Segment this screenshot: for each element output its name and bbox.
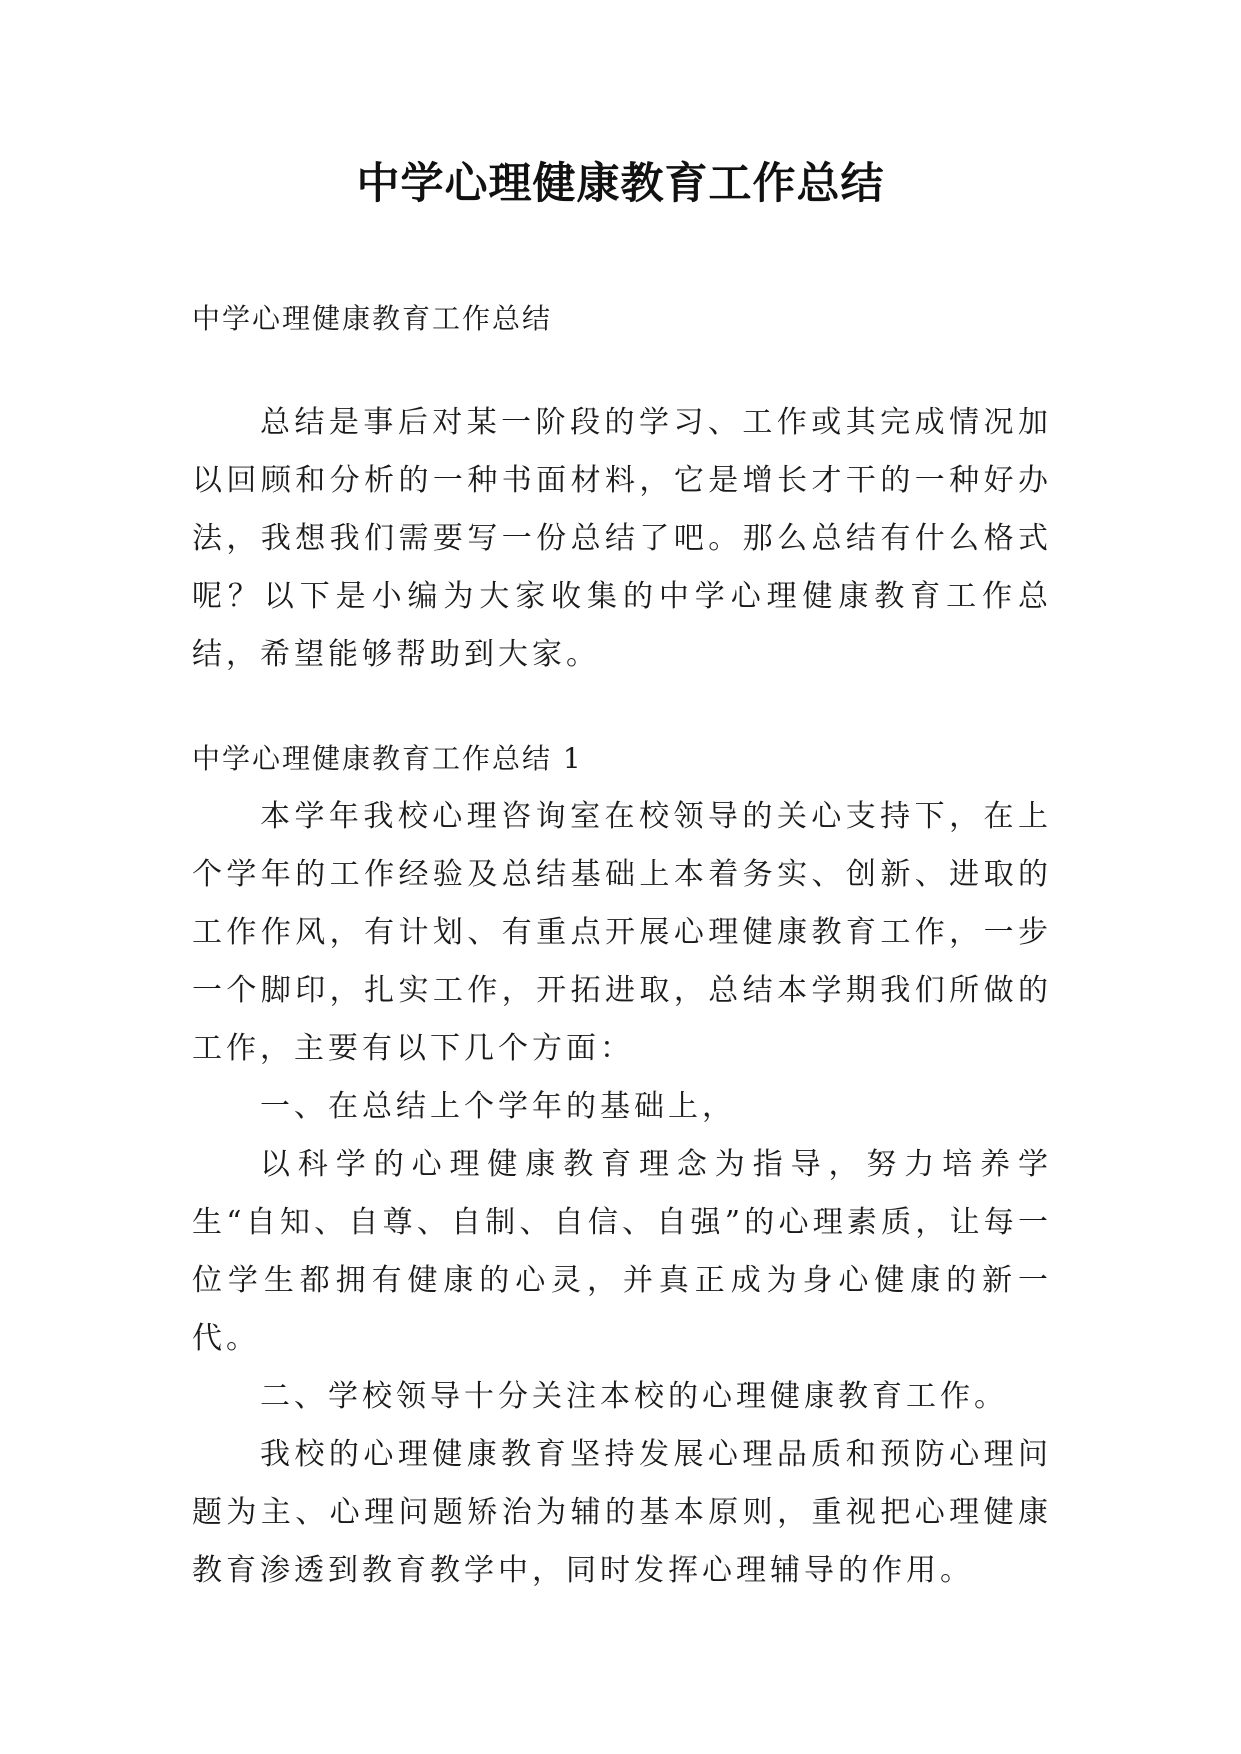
body-paragraph: 以科学的心理健康教育理念为指导，努力培养学生“自知、自尊、自制、自信、自强”的心理素质，让每一位学生都拥有健康的心灵，并真正成为身心健康的新一代。 [192,1147,1052,1356]
document-subtitle: 中学心理健康教育工作总结 [192,302,553,335]
body-paragraph: 我校的心理健康教育坚持发展心理品质和预防心理问题为主、心理问题矫治为辅的基本原则，重视把心理健康教育渗透到教育教学中，同时发挥心理辅导的作用。 [192,1437,1052,1588]
document-body [192,290,1052,1600]
section-heading: 中学心理健康教育工作总结 1 [192,742,583,775]
spacer [192,348,1052,394]
document-title: 中学心理健康教育工作总结 [356,159,885,209]
body-paragraph: 本学年我校心理咨询室在校领导的关心支持下，在上个学年的工作经验及总结基础上本着务实、创新、进取的工作作风，有计划、有重点开展心理健康教育工作，一步一个脚印，扎实工作，开拓进取，总结本学期我们所做的工作，主要有以下几个方面： [192,799,1052,1066]
body-paragraph: 二、学校领导十分关注本校的心理健康教育工作。 [260,1379,1008,1414]
intro-paragraph: 总结是事后对某一阶段的学习、工作或其完成情况加以回顾和分析的一种书面材料，它是增长才干的一种好办法，我想我们需要写一份总结了吧。那么总结有什么格式呢？以下是小编为大家收集的中学心理健康教育工作总结，希望能够帮助到大家。 [192,405,1052,672]
spacer [192,684,1052,730]
body-paragraph: 一、在总结上个学年的基础上， [260,1089,736,1124]
